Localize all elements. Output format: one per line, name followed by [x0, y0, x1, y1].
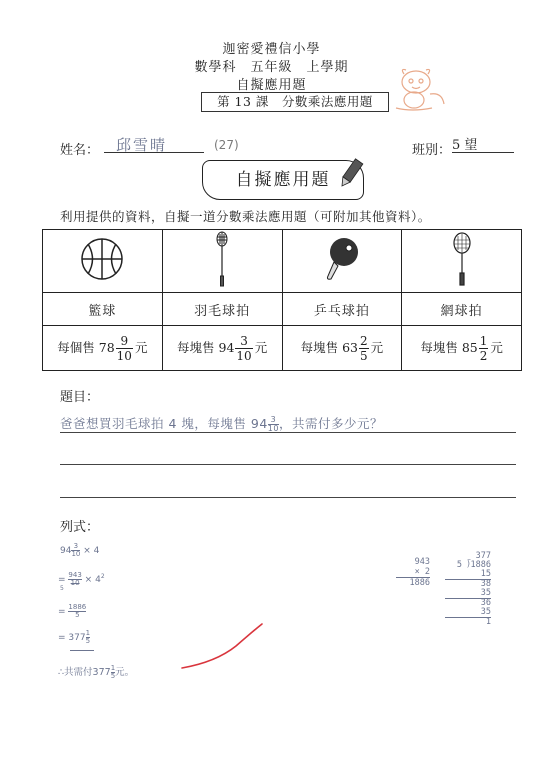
step-equals: =: [58, 607, 66, 617]
answer-num: 1: [110, 664, 116, 672]
student-name: 邱雪晴: [116, 136, 168, 154]
step-rest: × 4: [83, 546, 100, 556]
item-name: 網球拍: [402, 293, 522, 326]
sticker-stamp-icon: [392, 64, 450, 114]
question-label: 題目：: [60, 390, 100, 405]
answer-line: [60, 464, 516, 465]
side-division: [445, 552, 491, 627]
answer-sentence: [58, 664, 134, 680]
answer-line: [60, 432, 516, 433]
item-image-cell: [162, 230, 282, 293]
step-num: 943: [68, 571, 82, 579]
section-banner: 自擬應用題: [202, 160, 364, 200]
price-whole: 78: [98, 339, 115, 355]
side-multiplication: [396, 557, 430, 588]
step-den: 10: [71, 550, 81, 558]
name-label: 姓名：: [60, 143, 100, 158]
price-unit: 每塊售: [420, 339, 458, 355]
answer-suffix: 元。: [115, 667, 135, 678]
basketball-icon: [77, 234, 127, 284]
worksheet-title: 自擬應用題: [236, 78, 307, 93]
price-unit: 每個售: [57, 339, 95, 355]
step-whole: 94: [60, 546, 72, 556]
class-field: [452, 134, 514, 153]
working-step-1: [60, 543, 99, 558]
badminton-racket-icon: [210, 230, 234, 288]
div-line: 36: [480, 598, 491, 608]
item-image-cell: [282, 230, 402, 293]
price-whole: 85: [461, 339, 478, 355]
question-frac-num: 3: [268, 416, 279, 425]
answer-den: 5: [110, 672, 116, 680]
working-step-4: [58, 630, 90, 645]
result-underline: [70, 650, 94, 651]
step-num: 1886: [68, 603, 87, 611]
step-den: 10: [70, 579, 80, 587]
class-value: 5 望: [452, 138, 478, 153]
item-image-cell: [402, 230, 522, 293]
price-numerator: 9: [116, 335, 133, 349]
div-line: 35: [445, 589, 491, 599]
class-label: 班別：: [412, 143, 452, 158]
subject-line: 數學科 五年級 上學期: [194, 60, 349, 75]
instruction: 利用提供的資料，自擬一道分數乘法應用題（可附加其他資料）。: [60, 209, 431, 224]
item-price: [43, 326, 163, 371]
ping-pong-paddle-icon: [322, 236, 362, 282]
answer-whole: 377: [92, 667, 111, 678]
teacher-check-mark: [176, 620, 268, 672]
price-currency: 元: [134, 339, 148, 355]
item-price: [282, 326, 402, 371]
step-den: 5: [75, 611, 80, 619]
div-line: 5 ⟌1886: [456, 560, 491, 570]
tennis-racket-icon: [450, 231, 474, 287]
working-label: 列式：: [60, 520, 100, 535]
mult-line: 943: [414, 557, 430, 567]
div-line: 15: [445, 570, 491, 580]
item-name: 乒乓球拍: [282, 293, 402, 326]
item-name: 籃球: [43, 293, 163, 326]
price-currency: 元: [254, 339, 268, 355]
step-num: 1: [85, 629, 91, 637]
name-field: [104, 134, 204, 153]
div-line: 1: [485, 617, 491, 627]
mult-line: 1886: [409, 578, 430, 588]
step-den: 5: [85, 637, 91, 645]
student-number: (27): [214, 138, 239, 152]
question-frac-den: 10: [267, 424, 279, 433]
answer-prefix: ∴共需付: [58, 667, 93, 678]
price-currency: 元: [370, 339, 384, 355]
price-denominator: 10: [236, 348, 252, 363]
div-line: 35: [445, 608, 491, 618]
item-price: [162, 326, 282, 371]
step-whole: 377: [68, 633, 86, 643]
price-denominator: 2: [479, 348, 488, 363]
working-step-3: [58, 604, 86, 619]
price-unit: 每塊售: [300, 339, 339, 355]
item-price: [402, 326, 522, 371]
step-equals: =: [58, 575, 66, 585]
step-num: 3: [71, 543, 80, 551]
price-numerator: 1: [479, 333, 488, 348]
div-line: 38: [480, 579, 491, 589]
pencil-icon: [336, 157, 366, 191]
item-name: 羽毛球拍: [162, 293, 282, 326]
question-text-end: ，共需付多少元？: [278, 416, 383, 431]
school-name: 迦密愛禮信小學: [222, 42, 321, 57]
answer-line: [60, 497, 516, 498]
item-image-cell: [43, 230, 163, 293]
step-equals: =: [58, 633, 66, 643]
price-unit: 每塊售: [177, 339, 215, 355]
price-currency: 元: [490, 339, 503, 355]
mult-line: × 2: [396, 567, 430, 578]
price-denominator: 5: [360, 348, 368, 363]
price-whole: 63: [342, 339, 358, 355]
price-whole: 94: [218, 339, 235, 355]
question-text-start: 爸爸想買羽毛球拍 4 塊，每塊售 94: [60, 416, 268, 431]
lesson-title: 第 13 課 分數乘法應用題: [201, 92, 389, 112]
div-line: 377: [475, 551, 491, 561]
price-numerator: 3: [235, 335, 252, 349]
working-step-2: [58, 572, 105, 587]
price-denominator: 10: [116, 348, 132, 363]
step-rest: × 4: [84, 575, 101, 585]
question-text: [60, 414, 383, 433]
cancel-denominator: 5: [60, 585, 64, 592]
cancel-note: 2: [100, 573, 105, 580]
price-numerator: 2: [360, 333, 368, 348]
items-table: [42, 229, 522, 371]
